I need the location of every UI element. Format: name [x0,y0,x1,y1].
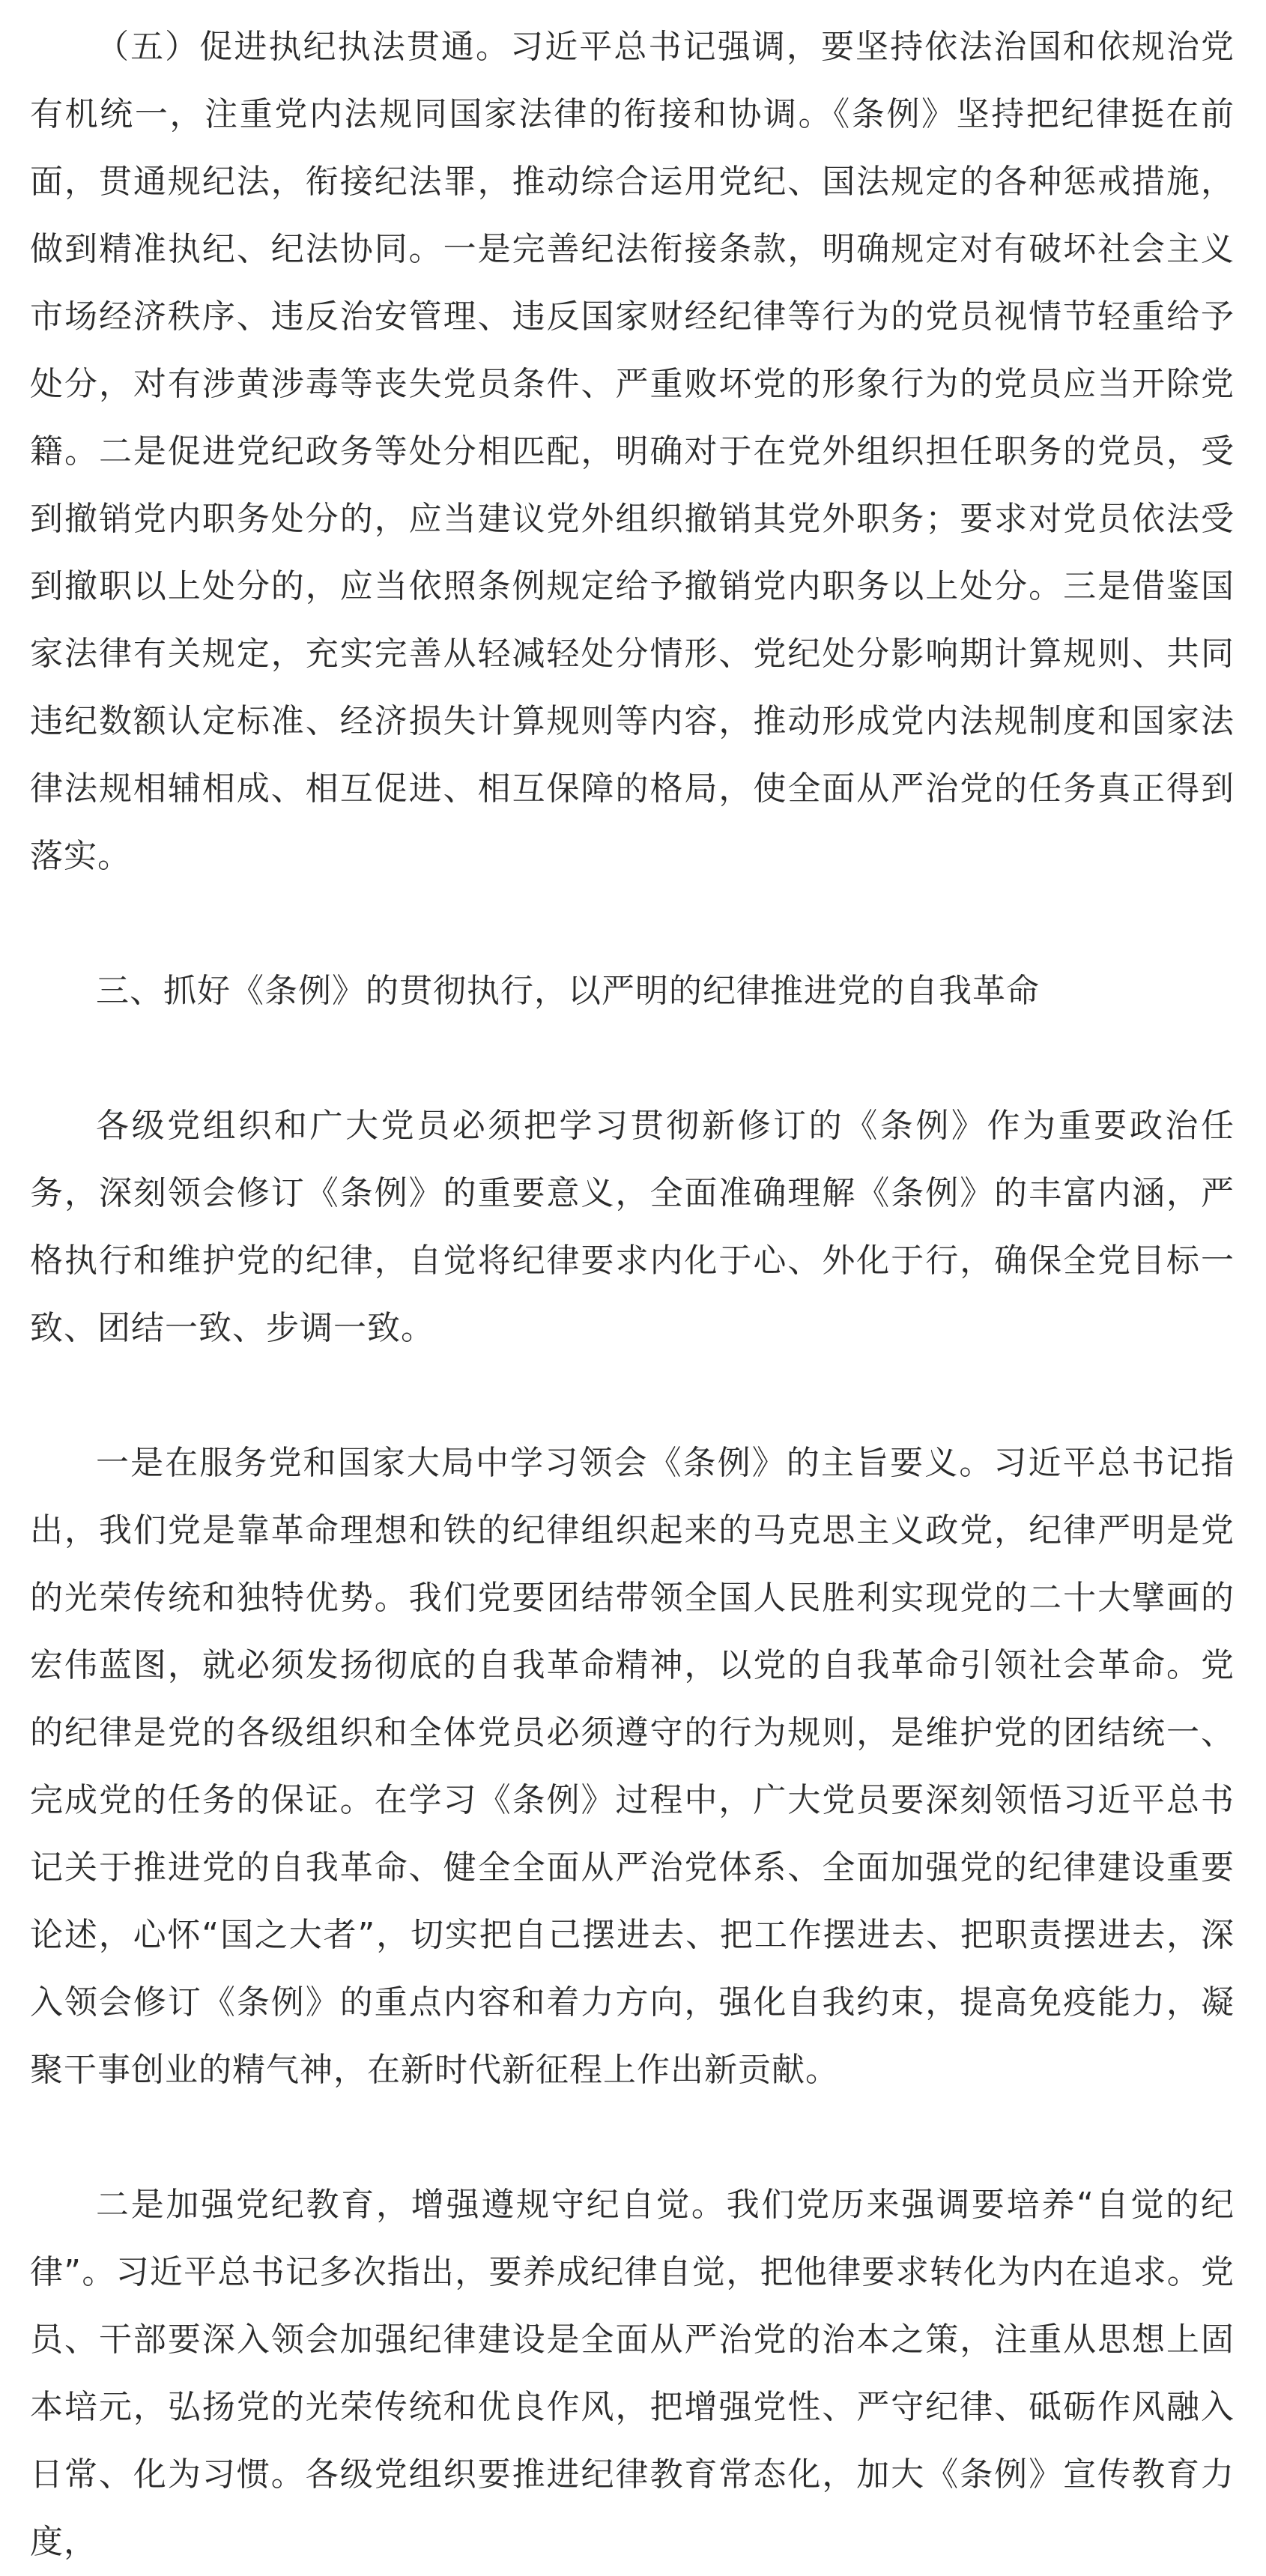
paragraph-party-organizations: 各级党组织和广大党员必须把学习贯彻新修订的《条例》作为重要政治任务，深刻领会修订《条例》的重要意义，全面准确理解《条例》的丰富内涵，严格执行和维护党的纪律，自觉将纪律要求内化于心、外化于行，确保全党目标一致、团结一致、步调一致。 [30,1107,1235,1347]
article-body [30,13,1235,2576]
section-heading-three: 三、抓好《条例》的贯彻执行，以严明的纪律推进党的自我革命 [96,972,1040,1010]
paragraph-execution-coordination: （五）促进执纪执法贯通。习近平总书记强调，要坚持依法治国和依规治党有机统一，注重党内法规同国家法律的衔接和协调。《条例》坚持把纪律挺在前面，贯通规纪法，衔接纪法罪，推动综合运用党纪、国法规定的各种惩戒措施，做到精准执纪、纪法协同。一是完善纪法衔接条款，明确规定对有破坏社会主义市场经济秩序、违反治安管理、违反国家财经纪律等行为的党员视情节轻重给予处分，对有涉黄涉毒等丧失党员条件、严重败坏党的形象行为的党员应当开除党籍。二是促进党纪政务等处分相匹配，明确对于在党外组织担任职务的党员，受到撤销党内职务处分的，应当建议党外组织撤销其党外职务；要求对党员依法受到撤职以上处分的，应当依照条例规定给予撤销党内职务以上处分。三是借鉴国家法律有关规定，充实完善从轻减轻处分情形、党纪处分影响期计算规则、共同违纪数额认定标准、经济损失计算规则等内容，推动形成党内法规制度和国家法律法规相辅相成、相互促进、相互保障的格局，使全面从严治党的任务真正得到落实。 [30,28,1235,875]
paragraph-point-one: 一是在服务党和国家大局中学习领会《条例》的主旨要义。习近平总书记指出，我们党是靠革命理想和铁的纪律组织起来的马克思主义政党，纪律严明是党的光荣传统和独特优势。我们党要团结带领全国人民胜利实现党的二十大擘画的宏伟蓝图，就必须发扬彻底的自我革命精神，以党的自我革命引领社会革命。党的纪律是党的各级组织和全体党员必须遵守的行为规则，是维护党的团结统一、完成党的任务的保证。在学习《条例》过程中，广大党员要深刻领悟习近平总书记关于推进党的自我革命、健全全面从严治党体系、全面加强党的纪律建设重要论述，心怀“国之大者”，切实把自己摆进去、把工作摆进去、把职责摆进去，深入领会修订《条例》的重点内容和着力方向，强化自我约束，提高免疫能力，凝聚干事创业的精气神，在新时代新征程上作出新贡献。 [30,1444,1235,2089]
paragraph-point-two: 二是加强党纪教育，增强遵规守纪自觉。我们党历来强调要培养“自觉的纪律”。习近平总书记多次指出，要养成纪律自觉，把他律要求转化为内在追求。党员、干部要深入领会加强纪律建设是全面从严治党的治本之策，注重从思想上固本培元，弘扬党的光荣传统和优良作风，把增强党性、严守纪律、砥砺作风融入日常、化为习惯。各级党组织要推进纪律教育常态化，加大《条例》宣传教育力度， [30,2186,1235,2561]
